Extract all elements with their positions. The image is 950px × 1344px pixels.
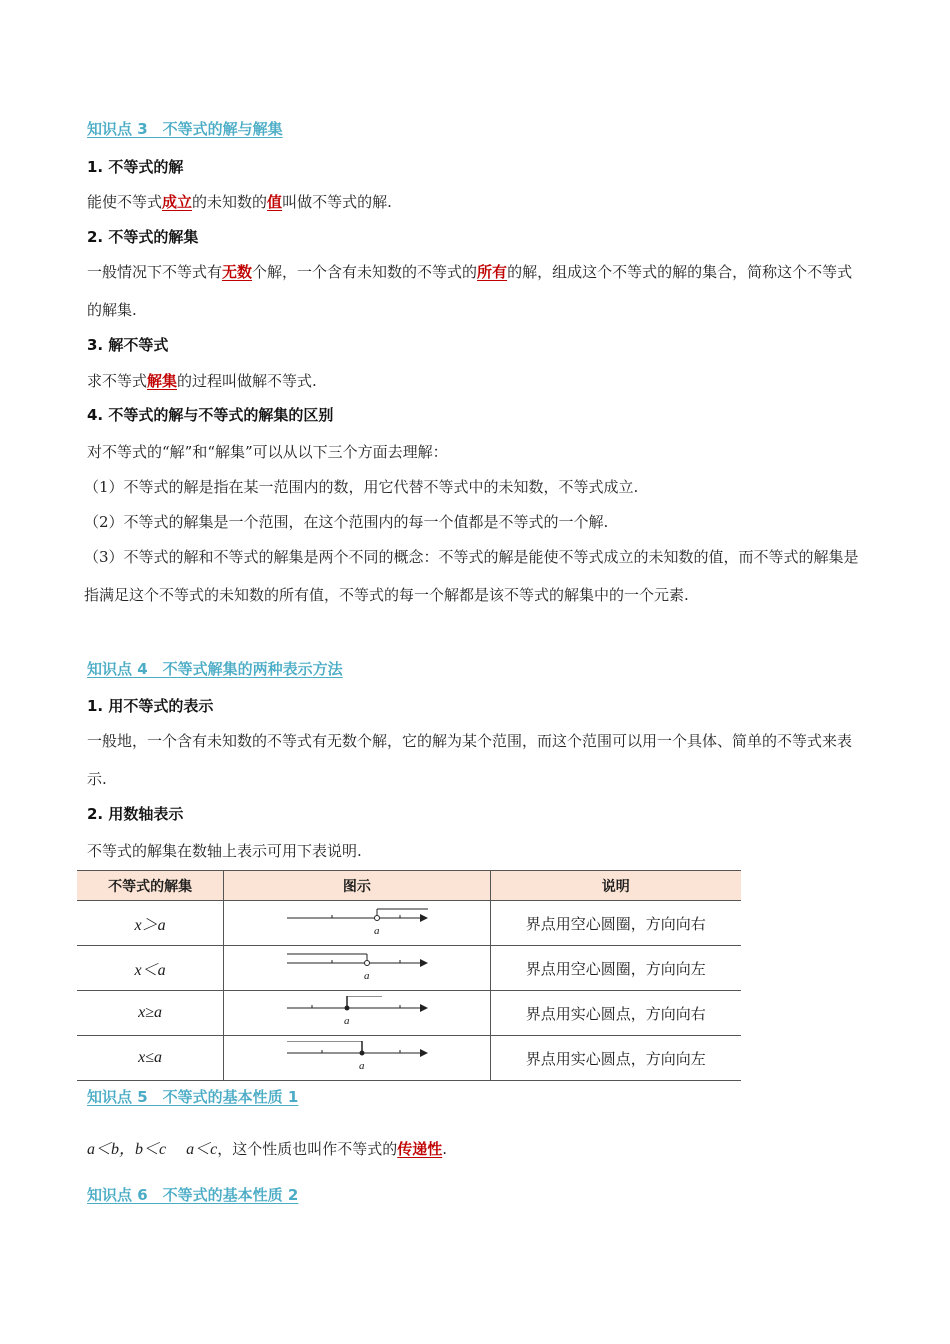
property-1-text: a＜b，b＜c a＜c，这个性质也叫作不等式的传递性.: [87, 1140, 448, 1158]
section-3-title: 知识点 3 不等式的解与解集: [87, 120, 283, 138]
item-4-1-text: 一般地，一个含有未知数的不等式有无数个解，它的解为某个范围，而这个范围可以用一个具体、简单的不等式来表示.: [87, 732, 853, 788]
item-4-2-text: 不等式的解集在数轴上表示可用下表说明.: [87, 842, 362, 860]
highlight-transitivity: 传递性: [397, 1140, 443, 1158]
item-3-3-text: 求不等式解集的过程叫做解不等式.: [87, 372, 317, 390]
cell-diagram: [224, 1036, 490, 1081]
highlight-jieji: 解集: [147, 372, 178, 390]
item-3-4-intro: 对不等式的“解”和“解集”可以从以下三个方面去理解：: [87, 443, 448, 461]
table-row: [77, 901, 741, 946]
cell-desc: 界点用空心圆圈，方向向左: [490, 946, 741, 991]
section-6-title: 知识点 6 不等式的基本性质 2: [87, 1186, 299, 1204]
number-line-open-right: [282, 906, 432, 936]
item-4-2-title: 2. 用数轴表示: [87, 805, 184, 823]
point-label: a: [358, 1060, 365, 1071]
cell-diagram: [224, 946, 490, 991]
highlight-zhi: 值: [267, 193, 283, 211]
table-row: [77, 991, 741, 1036]
item-3-4-point-1: （1）不等式的解是指在某一范围内的数，用它代替不等式中的未知数，不等式成立.: [84, 478, 639, 496]
item-3-1-title: 1. 不等式的解: [87, 158, 184, 176]
point-label: a: [343, 1015, 350, 1026]
highlight-chengli: 成立: [162, 193, 193, 211]
cell-set: x＞a: [77, 901, 224, 946]
header-set: 不等式的解集: [77, 871, 224, 901]
cell-desc: 界点用实心圆点，方向向左: [490, 1036, 741, 1081]
header-diagram: 图示: [224, 871, 490, 901]
item-3-4-point-3: （3）不等式的解和不等式的解集是两个不同的概念：不等式的解是能使不等式成立的未知数的值，而不等式的解集是指满足这个不等式的未知数的所有值，不等式的每一个解都是该不等式的解集中的一个元素.: [84, 548, 859, 604]
point-label: a: [363, 970, 370, 981]
item-3-1-text: 能使不等式成立的未知数的值叫做不等式的解.: [87, 193, 392, 211]
table-row: [77, 946, 741, 991]
section-5-title: 知识点 5 不等式的基本性质 1: [87, 1088, 299, 1106]
number-line-closed-left: [282, 1041, 432, 1071]
item-4-1-title: 1. 用不等式的表示: [87, 697, 214, 715]
table-header-row: [77, 871, 741, 901]
table-row: [77, 1036, 741, 1081]
cell-set: x＜a: [77, 946, 224, 991]
item-3-4-point-2: （2）不等式的解集是一个范围，在这个范围内的每一个值都是不等式的一个解.: [84, 513, 609, 531]
highlight-wushu: 无数: [222, 263, 253, 281]
transitivity-formula: a＜b，b＜c a＜c: [87, 1141, 218, 1158]
item-3-2-text: 一般情况下不等式有无数个解，一个含有未知数的不等式的所有的解，组成这个不等式的解的集合，简称这个不等式的解集.: [87, 263, 853, 319]
cell-desc: 界点用实心圆点，方向向右: [490, 991, 741, 1036]
point-label: a: [373, 925, 380, 936]
header-desc: 说明: [490, 871, 741, 901]
cell-diagram: [224, 901, 490, 946]
item-3-4-title: 4. 不等式的解与不等式的解集的区别: [87, 406, 334, 424]
highlight-suoyou: 所有: [477, 263, 508, 281]
number-line-open-left: [282, 951, 432, 981]
cell-diagram: [224, 991, 490, 1036]
solution-set-table: [77, 870, 741, 1081]
number-line-closed-right: [282, 996, 432, 1026]
section-4-title: 知识点 4 不等式解集的两种表示方法: [87, 660, 343, 678]
item-3-3-title: 3. 解不等式: [87, 336, 169, 354]
cell-set: x≥a: [77, 991, 224, 1036]
item-3-2-title: 2. 不等式的解集: [87, 228, 199, 246]
cell-desc: 界点用空心圆圈，方向向右: [490, 901, 741, 946]
cell-set: x≤a: [77, 1036, 224, 1081]
